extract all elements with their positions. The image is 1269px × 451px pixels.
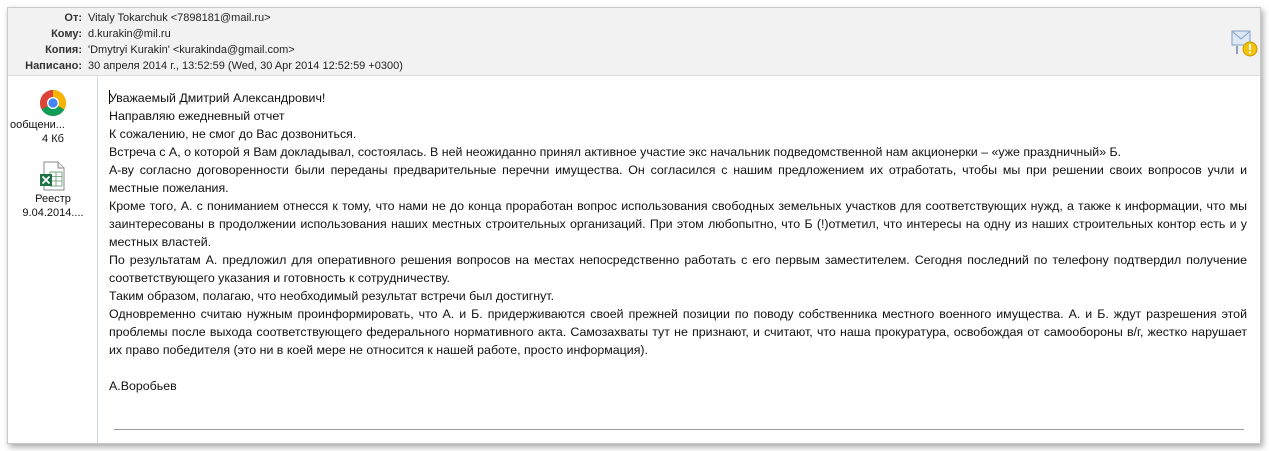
body-line: К сожалению, не смог до Вас дозвониться.	[109, 127, 357, 141]
attachment-excel-name: Реестр	[35, 193, 71, 205]
to-value[interactable]: d.kurakin@mil.ru	[88, 28, 171, 40]
body-line: А-ву согласно договоренности были переданы предварительные перечни имущества. Он согласился с нашим предложением их отработать, чтобы мы при решении своих вопросов учли и местные пожелания.	[109, 163, 1247, 195]
to-label: Кому:	[51, 28, 82, 40]
body-line-text: Уважаемый Дмитрий Александрович!	[109, 91, 326, 105]
body-line	[109, 89, 1247, 107]
email-header	[8, 8, 1260, 76]
flag-warning-icon[interactable]	[1230, 28, 1258, 58]
body-line: Одновременно считаю нужным проинформировать, что А. и Б. придерживаются своей прежней позиции по поводу собственника местного военного имущества. А. и Б. ждут разрешения этой проблемы после выхода соответствующего федерального нормативного акта. Самозахваты тут не признают, и считают, что наша прокуратура, освобождая от самообороны в/г, жестко нарушает их право победителя (это ни в коей мере не относится к нашей работе, просто информация).	[109, 307, 1247, 357]
message-body[interactable]	[109, 89, 1247, 395]
body-line: Встреча с А, о которой я Вам докладывал, состоялась. В ней неожиданно принял активное участие экс начальник подведомственной нам акционерки – «уже праздничный» Б.	[109, 145, 1122, 159]
attachment-excel[interactable]	[8, 160, 98, 220]
email-reading-pane	[7, 7, 1261, 444]
body-line: По результатам А. предложил для оперативного решения вопросов на местах непосредственно работать с его первым заместителем. Сегодня последний по телефону подтвердил получение соответствующего указания и готовность к сотрудничеству.	[109, 253, 1247, 285]
date-label: Написано:	[25, 60, 82, 72]
date-value: 30 апреля 2014 г., 13:52:59 (Wed, 30 Apr 2014 12:52:59 +0300)	[88, 60, 403, 72]
attachments-pane	[8, 76, 98, 444]
body-line: Направляю ежедневный отчет	[109, 109, 285, 123]
attachment-html-size: 4 Кб	[42, 133, 64, 145]
from-value[interactable]: Vitaly Tokarchuk <7898181@mail.ru>	[88, 12, 271, 24]
attachment-html-name: ообщени...	[10, 119, 65, 131]
chrome-html-icon	[38, 88, 68, 118]
signature: А.Воробьев	[109, 379, 177, 393]
body-divider	[114, 429, 1244, 430]
excel-file-icon	[38, 160, 68, 192]
body-line: Кроме того, А. с пониманием отнесся к тому, что нами не до конца проработан вопрос использования свободных земельных участков для соответствующих нужд, а также к информации, что мы заинтересованы в продолжении использования наших местных строительных организаций. При этом любопытно, что Б (!)отметил, что интересы на одну из наших строительных контор есть и у местных властей.	[109, 199, 1247, 249]
from-label: От:	[64, 12, 82, 24]
attachment-html[interactable]	[8, 88, 98, 146]
cc-value[interactable]: 'Dmytryi Kurakin' <kurakinda@gmail.com>	[88, 44, 295, 56]
cc-label: Копия:	[45, 44, 82, 56]
attachment-excel-size: 9.04.2014....	[22, 207, 84, 219]
body-line: Таким образом, полагаю, что необходимый результат встречи был достигнут.	[109, 289, 555, 303]
